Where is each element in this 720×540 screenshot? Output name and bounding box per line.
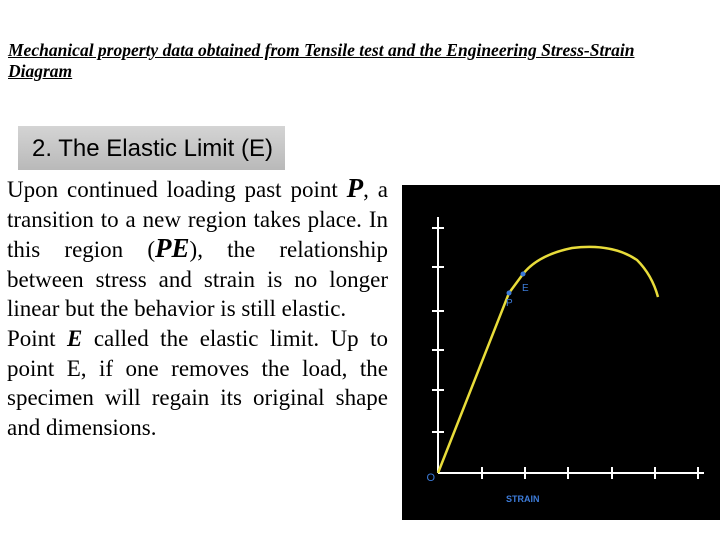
- stress-strain-curve: [438, 247, 658, 473]
- text-span: Upon continued loading past point: [7, 177, 347, 202]
- stress-strain-svg: [402, 185, 720, 520]
- point-e-marker: [521, 272, 526, 277]
- paragraph-pe-region: [7, 174, 388, 324]
- text-span: ), the relationship between stress and strain is no longer linear but the behavior is still elastic.: [7, 237, 388, 322]
- region-pe-letters: PE: [155, 233, 190, 264]
- origin-label: O: [426, 472, 435, 484]
- point-p-label: P: [506, 298, 513, 309]
- point-p-letter: P: [346, 173, 364, 203]
- x-axis-label: STRAIN: [506, 494, 540, 504]
- point-e-letter: E: [67, 325, 83, 351]
- text-span: , a transition to a new region takes place. In this region (: [7, 177, 388, 263]
- text-span: called the elastic limit. Up to point E, if one removes the load, the specimen will regain its original shape and dimensions.: [7, 325, 389, 440]
- page-title: Mechanical property data obtained from Tensile test and the Engineering Stress-Strain Diagram: [8, 40, 635, 81]
- point-e-label: E: [522, 283, 529, 294]
- section-heading: 2. The Elastic Limit (E): [18, 126, 285, 170]
- point-p-marker: [507, 291, 512, 296]
- body-text: [7, 174, 388, 442]
- text-span: Point: [7, 325, 68, 351]
- paragraph-elastic-limit: [7, 324, 388, 442]
- stress-strain-diagram: [402, 185, 720, 520]
